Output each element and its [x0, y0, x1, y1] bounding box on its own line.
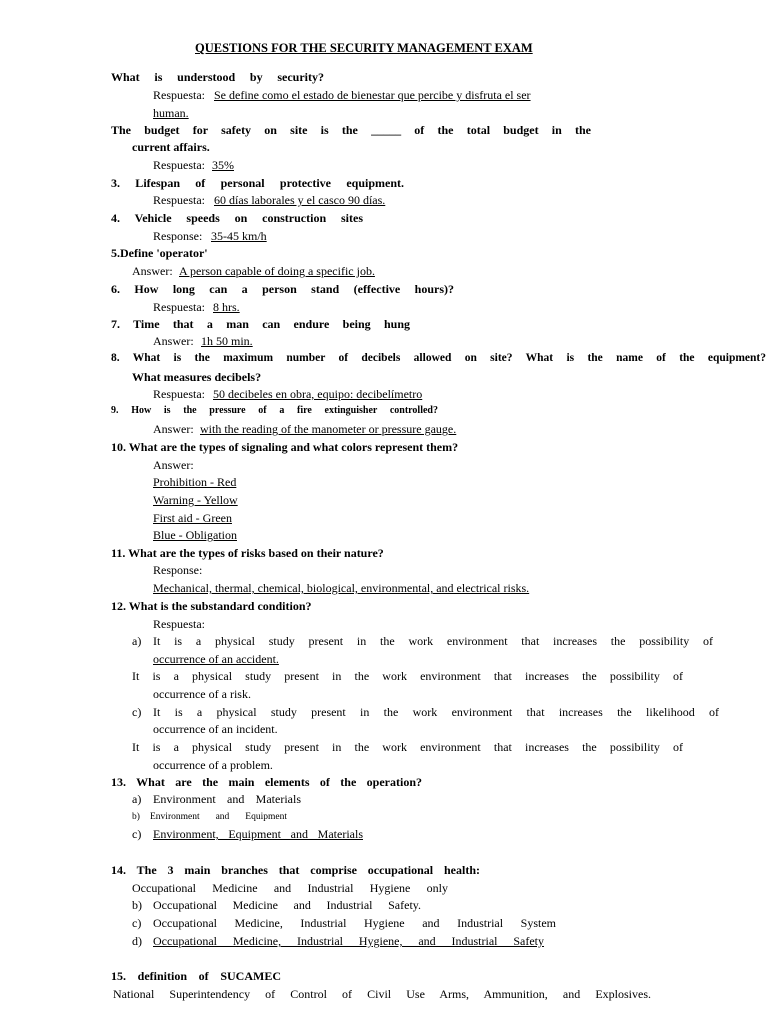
answer-8: 50 decibeles en obra, equipo: decibelímetro	[213, 387, 423, 401]
option-12-b-line-2: occurrence of a risk.	[153, 687, 251, 701]
option-14-b: Occupational Medicine and Industrial Safety.	[153, 898, 421, 912]
answer-11: Mechanical, thermal, chemical, biological, environmental, and electrical risks.	[153, 581, 530, 595]
question-2-line-2: current affairs.	[132, 140, 210, 154]
answer-5-label: Answer:	[132, 264, 173, 278]
question-2-line-1: The budget for safety on site is the _____ of the total budget in the	[111, 123, 591, 137]
option-12-c-marker: c)	[132, 705, 142, 719]
answer-3: 60 días laborales y el casco 90 días.	[214, 193, 386, 207]
option-13-b-marker: b)	[132, 812, 140, 822]
answer-6: 8 hrs.	[213, 300, 240, 314]
option-12-c-line-2: occurrence of an incident.	[153, 722, 278, 736]
answer-6-label: Respuesta:	[153, 300, 205, 314]
answer-9: with the reading of the manometer or pressure gauge.	[200, 422, 457, 436]
question-13: 13. What are the main elements of the operation?	[111, 775, 422, 789]
question-6: 6. How long can a person stand (effective hours)?	[111, 282, 454, 296]
option-13-c: Environment, Equipment and Materials	[153, 827, 363, 841]
answer-1-label: Respuesta:	[153, 88, 205, 102]
page-title: QUESTIONS FOR THE SECURITY MANAGEMENT EXAM	[195, 41, 533, 55]
answer-11-label: Response:	[153, 563, 203, 577]
option-13-a-marker: a)	[132, 792, 142, 806]
answer-1-line-2: human.	[153, 106, 189, 120]
option-13-b: Environment and Equipment	[150, 812, 287, 822]
question-9: 9. How is the pressure of a fire extinguisher controlled?	[111, 405, 438, 416]
option-12-a-line-1: It is a physical study present in the work environment that increases the possibility of	[153, 634, 713, 648]
answer-2-label: Respuesta:	[153, 158, 205, 172]
option-12-c-line-1: It is a physical study present in the work environment that increases the likelihood of	[153, 705, 719, 719]
option-14-c-marker: c)	[132, 916, 142, 930]
option-14-d: Occupational Medicine, Industrial Hygiene, and Industrial Safety	[153, 934, 544, 948]
option-14-c: Occupational Medicine, Industrial Hygiene and Industrial System	[153, 916, 556, 930]
answer-4: 35-45 km/h	[211, 229, 267, 243]
answer-7-label: Answer:	[153, 334, 194, 348]
question-4: 4. Vehicle speeds on construction sites	[111, 211, 363, 225]
answer-8-label: Respuesta:	[153, 387, 205, 401]
answer-2: 35%	[212, 158, 234, 172]
option-13-c-marker: c)	[132, 827, 142, 841]
question-12: 12. What is the substandard condition?	[111, 599, 312, 613]
option-14-d-marker: d)	[132, 934, 142, 948]
signal-item-obligation: Blue - Obligation	[153, 528, 237, 542]
question-7: 7. Time that a man can endure being hung	[111, 317, 410, 331]
question-8-line-2: What measures decibels?	[132, 370, 262, 384]
answer-10-label: Answer:	[153, 458, 194, 472]
question-8-line-1: 8. What is the maximum number of decibels allowed on site? What is the name of the equipment?	[111, 352, 766, 364]
option-12-a-marker: a)	[132, 634, 142, 648]
answer-1-line-1: Se define como el estado de bienestar que percibe y disfruta el ser	[214, 88, 531, 102]
answer-7: 1h 50 min.	[201, 334, 253, 348]
question-5: 5.Define 'operator'	[111, 246, 208, 260]
option-12-b-line-1: It is a physical study present in the work environment that increases the possibility of	[132, 669, 683, 683]
question-11: 11. What are the types of risks based on their nature?	[111, 546, 384, 560]
answer-4-label: Response:	[153, 229, 203, 243]
signal-item-prohibition: Prohibition - Red	[153, 475, 237, 489]
option-12-d-line-2: occurrence of a problem.	[153, 758, 273, 772]
answer-5: A person capable of doing a specific job.	[179, 264, 375, 278]
option-12-a-line-2: occurrence of an accident.	[153, 652, 279, 666]
question-10: 10. What are the types of signaling and what colors represent them?	[111, 440, 459, 454]
answer-9-label: Answer:	[153, 422, 194, 436]
question-14: 14. The 3 main branches that comprise occupational health:	[111, 863, 480, 877]
question-1: What is understood by security?	[111, 70, 324, 84]
question-3: 3. Lifespan of personal protective equipment.	[111, 176, 404, 190]
answer-15: National Superintendency of Control of Civil Use Arms, Ammunition, and Explosives.	[113, 987, 651, 1001]
option-13-a: Environment and Materials	[153, 792, 301, 806]
signal-item-warning: Warning - Yellow	[153, 493, 238, 507]
question-15: 15. definition of SUCAMEC	[111, 969, 281, 983]
answer-3-label: Respuesta:	[153, 193, 205, 207]
answer-12-label: Respuesta:	[153, 617, 205, 631]
signal-item-first-aid: First aid - Green	[153, 511, 232, 525]
option-14-b-marker: b)	[132, 898, 142, 912]
option-14-a: Occupational Medicine and Industrial Hygiene only	[132, 881, 448, 895]
option-12-d-line-1: It is a physical study present in the work environment that increases the possibility of	[132, 740, 683, 754]
